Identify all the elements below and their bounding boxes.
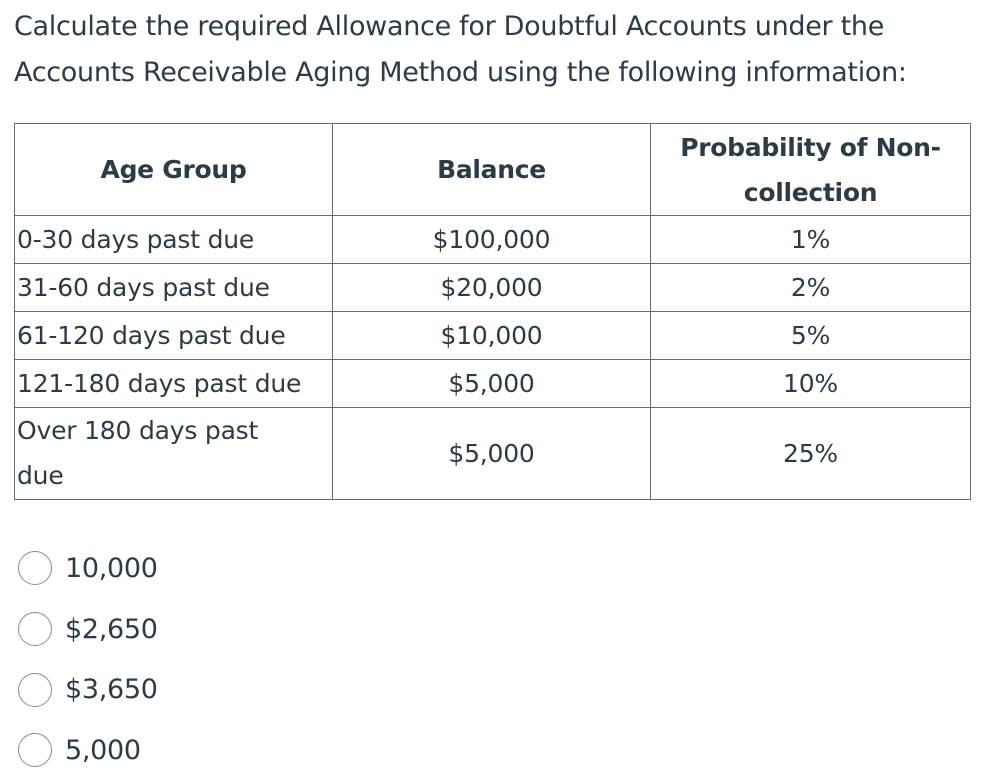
- row-probability: 1%: [651, 216, 971, 264]
- answer-option-label: 5,000: [65, 734, 141, 766]
- row-balance: $5,000: [333, 360, 651, 408]
- radio-button[interactable]: [18, 612, 52, 646]
- row-balance: $100,000: [333, 216, 651, 264]
- table-row: [15, 408, 971, 500]
- header-age-group: Age Group: [15, 124, 333, 216]
- header-probability: Probability of Non-collection: [651, 124, 971, 216]
- row-probability: 5%: [651, 312, 971, 360]
- row-probability: 2%: [651, 264, 971, 312]
- radio-button[interactable]: [18, 733, 52, 767]
- row-age: 0-30 days past due: [15, 216, 333, 264]
- answer-option[interactable]: [18, 538, 158, 599]
- radio-button[interactable]: [18, 673, 52, 707]
- aging-table: [14, 123, 971, 500]
- question-line-1: Calculate the required Allowance for Doubtful Accounts under the: [14, 11, 885, 42]
- table-header-row: [15, 124, 971, 216]
- table-row: [15, 264, 971, 312]
- row-age: 61-120 days past due: [15, 312, 333, 360]
- row-age: 121-180 days past due: [15, 360, 333, 408]
- answer-option-label: 10,000: [65, 552, 158, 584]
- row-age: Over 180 days past due: [15, 408, 333, 500]
- radio-button[interactable]: [18, 551, 52, 585]
- table-row: [15, 360, 971, 408]
- row-probability: 25%: [651, 408, 971, 500]
- answer-option-label: $3,650: [65, 674, 158, 706]
- header-balance: Balance: [333, 124, 651, 216]
- answer-option[interactable]: [18, 720, 158, 781]
- answer-option-label: $2,650: [65, 613, 158, 645]
- row-balance: $5,000: [333, 408, 651, 500]
- question-line-2: Accounts Receivable Aging Method using the following information:: [14, 57, 907, 88]
- answer-option[interactable]: [18, 659, 158, 720]
- row-probability: 10%: [651, 360, 971, 408]
- row-age: 31-60 days past due: [15, 264, 333, 312]
- question-text: [14, 4, 974, 96]
- answer-option[interactable]: [18, 599, 158, 660]
- table-row: [15, 216, 971, 264]
- row-balance: $10,000: [333, 312, 651, 360]
- row-balance: $20,000: [333, 264, 651, 312]
- table-row: [15, 312, 971, 360]
- answer-choices: [18, 538, 158, 781]
